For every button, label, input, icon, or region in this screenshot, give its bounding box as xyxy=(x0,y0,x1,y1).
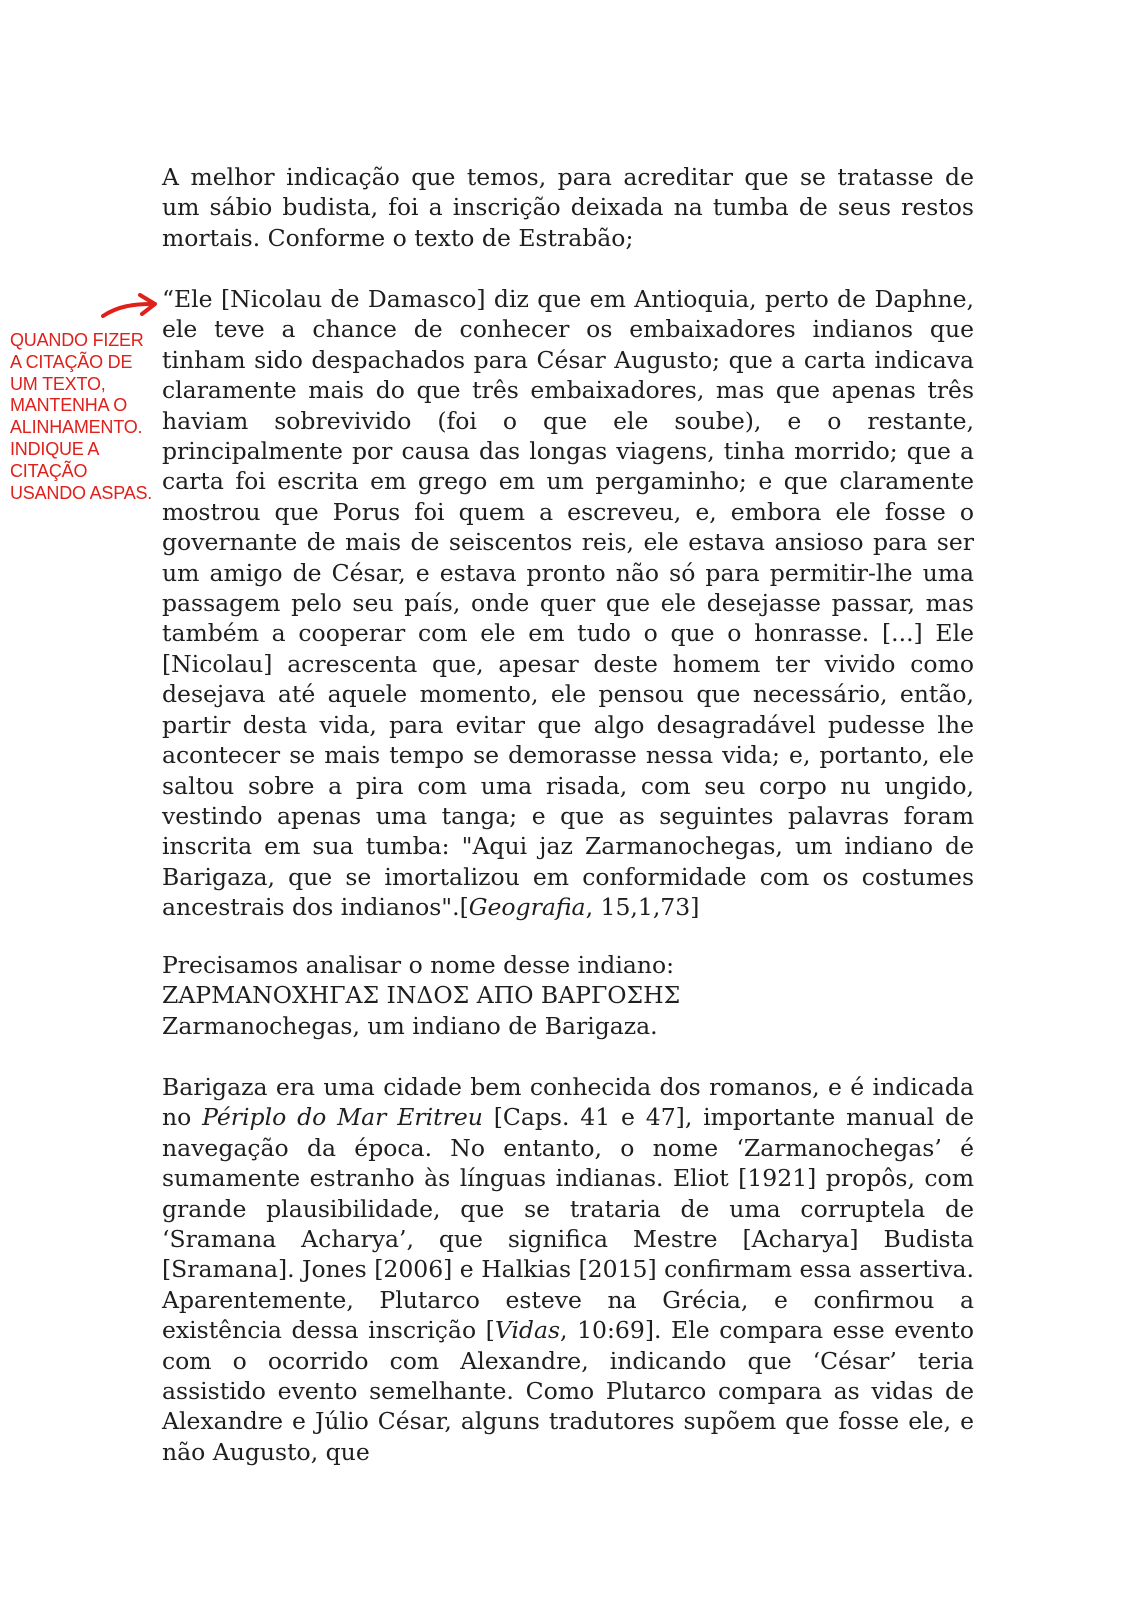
vidas-title: Vidas xyxy=(494,1316,561,1345)
paragraph-segment: Barigaza era uma cidade bem conhecida dos romanos, e é indicada no xyxy=(162,1073,974,1132)
intro-paragraph-text: A melhor indicação que temos, para acreditar que se tratasse de um sábio budista, foi a inscrição deixada na tumba de seus restos mortais. Conforme o texto de Estrabão; xyxy=(162,163,974,252)
annotation-line: UM TEXTO, xyxy=(10,373,106,394)
barigaza-paragraph xyxy=(162,1072,974,1467)
annotation-line: A CITAÇÃO DE xyxy=(10,351,133,372)
source-reference: , 15,1,73] xyxy=(585,893,700,922)
periplo-title: Périplo do Mar Eritreu xyxy=(202,1103,483,1132)
barigaza-paragraph-text xyxy=(162,1072,974,1467)
intro-paragraph xyxy=(162,162,974,253)
name-analysis xyxy=(162,950,974,1041)
greek-inscription: ΖΑΡΜΑΝΟΧΗΓΑΣ ΙΝΔΟΣ ΑΠΟ ΒΑΡΓΟΣΗΣ xyxy=(162,981,681,1010)
paragraph-segment: , 10:69]. Ele compara esse evento com o ocorrido com Alexandre, indicando que ‘César’ teria assistido evento semelhante. Como Plutarco compara as vidas de Alexandre e Júlio César, alguns tradutores supõem que fosse ele, e não Augusto, que xyxy=(162,1316,975,1466)
margin-annotation xyxy=(10,330,160,504)
quotation-text xyxy=(162,284,974,923)
strabo-quotation xyxy=(162,284,974,923)
annotation-line: ALINHAMENTO. xyxy=(10,417,143,438)
annotation-line: USANDO ASPAS. xyxy=(10,482,153,503)
annotation-line: MANTENHA O xyxy=(10,395,128,416)
source-title: Geografia xyxy=(468,893,586,922)
annotation-line: INDIQUE A xyxy=(10,438,100,459)
annotation-line: QUANDO FIZER xyxy=(10,330,144,350)
inscription-translation: Zarmanochegas, um indiano de Barigaza. xyxy=(162,1011,658,1040)
quotation-body: “Ele [Nicolau de Damasco] diz que em Antioquia, perto de Daphne, ele teve a chance de conhecer os embaixadores indianos que tinham sido despachados para César Augusto; que a carta indicava claramente mais do que três embaixadores, mas que apenas três haviam sobrevivido (foi o que ele soube), e o restante, principalmente por causa das longas viagens, tinha morrido; que a carta foi escrita em grego em um pergaminho; e que claramente mostrou que Porus foi quem a escreveu, e, embora ele fosse o governante de mais de seiscentos reis, ele estava ansioso para ser um amigo de César, e estava pronto não só para permitir-lhe uma passagem pelo seu país, onde quer que ele desejasse passar, mas também a cooperar com ele em tudo o que o honrasse. [...] Ele [Nicolau] acrescenta que, apesar deste homem ter vivido como desejava até aquele momento, ele pensou que necessário, então, partir desta vida, para evitar que algo desagradável pudesse lhe acontecer se mais tempo se demorasse nessa vida; e, portanto, ele saltou sobre a pira com uma risada, com seu corpo nu ungido, vestindo apenas uma tanga; e que as seguintes palavras foram inscrita em sua tumba: "Aqui jaz Zarmanochegas, um indiano de Barigaza, que se imortalizou em conformidade com os costumes ancestrais dos indianos".[ xyxy=(162,285,974,922)
name-analysis-intro: Precisamos analisar o nome desse indiano: xyxy=(162,951,675,979)
red-arrow-icon xyxy=(100,292,160,322)
paragraph-segment: [Caps. 41 e 47], importante manual de navegação da época. No entanto, o nome ‘Zarmanochegas’ é sumamente estranho às línguas indianas. Eliot [1921] propôs, com grande plausibilidade, que se trataria de uma corruptela de ‘Sramana Acharya’, que significa Mestre [Acharya] Budista [Sramana]. Jones [2006] e Halkias [2015] confirmam essa assertiva. Aparentemente, Plutarco esteve na Grécia, e confirmou a existência dessa inscrição [ xyxy=(162,1103,975,1345)
annotation-line: CITAÇÃO xyxy=(10,460,88,481)
